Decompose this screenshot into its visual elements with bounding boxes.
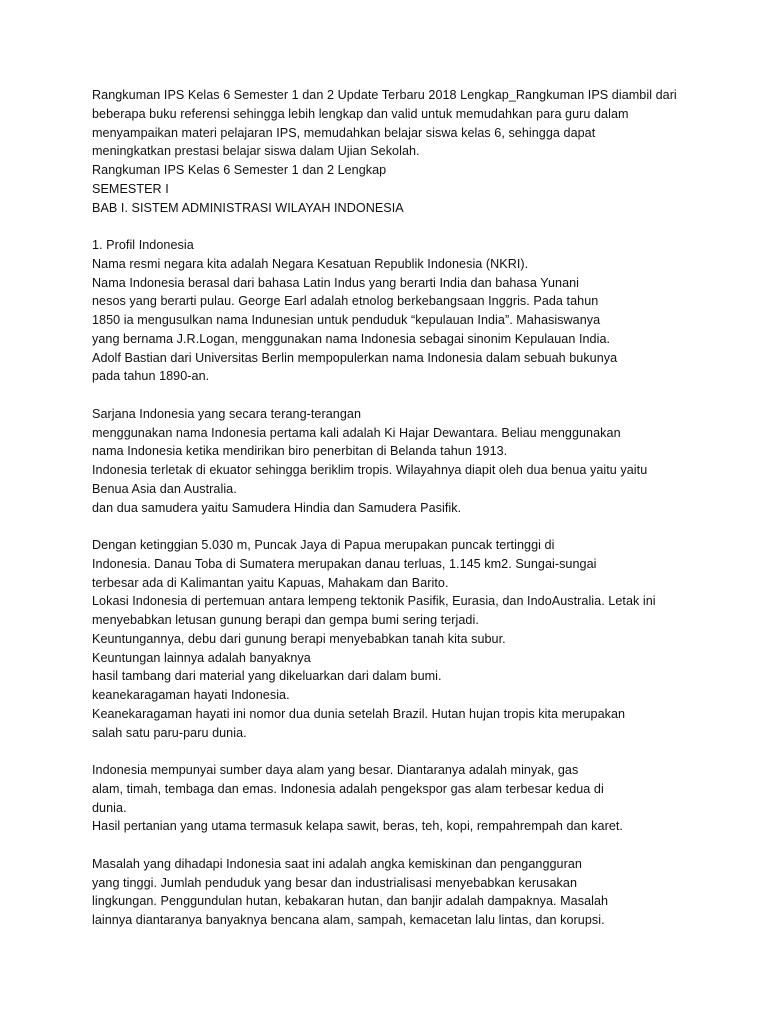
text-line: yang bernama J.R.Logan, menggunakan nama Indonesia sebagai sinonim Kepulauan India. [92, 331, 611, 346]
text-line: Nama Indonesia berasal dari bahasa Latin Indus yang berarti India dan bahasa Yunani [92, 275, 580, 290]
text-line: Indonesia terletak di ekuator sehingga beriklim tropis. Wilayahnya diapit oleh dua benua yaitu yaitu [92, 463, 648, 477]
text-line: menyampaikan materi pelajaran IPS, memudahkan belajar siswa kelas 6, sehingga dapat [92, 125, 596, 140]
text-line: Dengan ketinggian 5.030 m, Puncak Jaya di Papua merupakan puncak tertinggi di [92, 538, 555, 552]
text-line: Masalah yang dihadapi Indonesia saat ini adalah angka kemiskinan dan pengangguran [92, 856, 582, 871]
text-line: SEMESTER I [92, 181, 169, 196]
text-line: hasil tambang dari material yang dikeluarkan dari dalam bumi. [92, 669, 442, 684]
blank-line [92, 217, 692, 236]
text-line: 1. Profil Indonesia [92, 238, 194, 252]
document-page [92, 86, 692, 930]
text-line: dunia. [92, 800, 127, 815]
text-line: Nama resmi negara kita adalah Negara Kesatuan Republik Indonesia (NKRI). [92, 256, 529, 271]
blank-line [92, 742, 692, 761]
text-line: Indonesia mempunyai sumber daya alam yang besar. Diantaranya adalah minyak, gas [92, 763, 579, 777]
text-line: Rangkuman IPS Kelas 6 Semester 1 dan 2 Update Terbaru 2018 Lengkap_Rangkuman IPS diambil dari [92, 88, 677, 102]
blank-line [92, 517, 692, 536]
text-line: menyebabkan letusan gunung berapi dan gempa bumi sering terjadi. [92, 613, 479, 627]
text-line: Adolf Bastian dari Universitas Berlin mempopulerkan nama Indonesia dalam sebuah bukunya [92, 350, 618, 365]
text-line: yang tinggi. Jumlah penduduk yang besar dan industrialisasi menyebabkan kerusakan [92, 875, 578, 890]
text-line: BAB I. SISTEM ADMINISTRASI WILAYAH INDONESIA [92, 200, 404, 215]
text-line: 1850 ia mengusulkan nama Indunesian untuk penduduk “kepulauan India”. Mahasiswanya [92, 313, 601, 327]
text-line: dan dua samudera yaitu Samudera Hindia dan Samudera Pasifik. [92, 500, 462, 515]
text-line: terbesar ada di Kalimantan yaitu Kapuas, Mahakam dan Barito. [92, 575, 449, 590]
text-line: Keuntungannya, debu dari gunung berapi menyebabkan tanah kita subur. [92, 631, 506, 646]
text-line: meningkatkan prestasi belajar siswa dalam Ujian Sekolah. [92, 144, 420, 159]
blank-line [92, 836, 692, 855]
text-line: Rangkuman IPS Kelas 6 Semester 1 dan 2 Lengkap [92, 163, 387, 177]
text-line: Hasil pertanian yang utama termasuk kelapa sawit, beras, teh, kopi, rempahrempah dan karet. [92, 819, 623, 834]
text-line: menggunakan nama Indonesia pertama kali adalah Ki Hajar Dewantara. Beliau menggunakan [92, 425, 621, 440]
text-line: Keanekaragaman hayati ini nomor dua dunia setelah Brazil. Hutan hujan tropis kita merupakan [92, 706, 626, 721]
text-line: lainnya diantaranya banyaknya bencana alam, sampah, kemacetan lalu lintas, dan korupsi. [92, 913, 605, 927]
text-line: Keuntungan lainnya adalah banyaknya [92, 650, 311, 665]
text-line: keanekaragaman hayati Indonesia. [92, 688, 290, 702]
text-line: Indonesia. Danau Toba di Sumatera merupakan danau terluas, 1.145 km2. Sungai-sungai [92, 556, 597, 571]
text-line: beberapa buku referensi sehingga lebih lengkap dan valid untuk memudahkan para guru dalam [92, 106, 629, 121]
text-line: nama Indonesia ketika mendirikan biro penerbitan di Belanda tahun 1913. [92, 444, 508, 459]
text-line: salah satu paru-paru dunia. [92, 725, 247, 740]
text-line: Lokasi Indonesia di pertemuan antara lempeng tektonik Pasifik, Eurasia, dan IndoAustralia. Letak ini [92, 594, 656, 609]
blank-line [92, 386, 692, 405]
text-line: lingkungan. Penggundulan hutan, kebakaran hutan, dan banjir adalah dampaknya. Masalah [92, 894, 609, 909]
text-line: alam, timah, tembaga dan emas. Indonesia adalah pengekspor gas alam terbesar kedua di [92, 781, 604, 796]
text-line: nesos yang berarti pulau. George Earl adalah etnolog berkebangsaan Inggris. Pada tahun [92, 294, 599, 309]
text-line: pada tahun 1890-an. [92, 369, 210, 384]
text-line: Benua Asia dan Australia. [92, 481, 237, 496]
text-line: Sarjana Indonesia yang secara terang-terangan [92, 406, 361, 421]
